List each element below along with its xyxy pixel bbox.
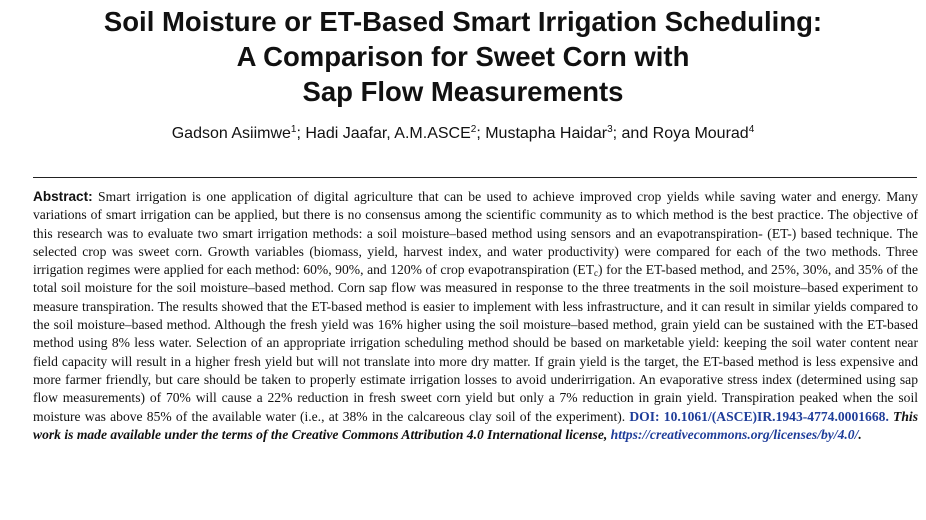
- author-name: Roya Mourad: [652, 125, 749, 142]
- author-name: Hadi Jaafar, A.M.ASCE: [305, 125, 471, 142]
- paper-title: [0, 4, 926, 109]
- doi-label: DOI:: [629, 408, 660, 424]
- author-list: [0, 123, 926, 145]
- license-text: This work is made available under the terms of the Creative Commons Attribution 4.0 International license,: [33, 408, 918, 442]
- abstract-body-part-1: Smart irrigation is one application of digital agriculture that can be used to achieve improved crop yields while saving water and energy. Many variations of smart irrigation can be applied, but there is no consensus among the scientific community as to which method is the best practice. The objective of this research was to evaluate two smart irrigation methods: a soil moisture–based method using sensors and an evapotranspiration- (ET-) based technique. The selected crop was sweet corn. Growth variables (biomass, yield, harvest index, and water productivity) were compared for each of the two methods. Three irrigation regimes were applied for each method: 60%, 90%, and 120% of crop evapotranspiration (ET: [33, 189, 918, 278]
- title-line-3: Sap Flow Measurements: [302, 76, 624, 107]
- author-name: Mustapha Haidar: [485, 125, 608, 142]
- license-link[interactable]: https://creativecommons.org/licenses/by/4.0/: [610, 426, 859, 442]
- title-line-1: Soil Moisture or ET-Based Smart Irrigation Scheduling:: [103, 6, 823, 37]
- abstract-body-part-2: ) for the ET-based method, and 25%, 30%, and 35% of the total soil moisture for the soil moisture–based method. Corn sap flow was measured in response to the three treatments in the soil moisture–based experiment to measure transpiration. The results showed that the ET-based method is easier to implement with less infrastructure, and it can result in similar yields compared to the soil moisture–based method. Although the fresh yield was 16% higher using the soil moisture–based method, grain yield can be sustained with the ET-based method using 8% less water. Selection of an appropriate irrigation scheduling method should be based on marketable yield: keeping the soil water content near field capacity will result in a higher fresh yield but will not translate into more dry matter. If grain yield is the target, the ET-based method is less expensive and more farmer friendly, but care should be taken to properly estimate irrigation losses to avoid underirrigation. An evaporative stress index (determined using sap flow measurements) of 70% will cause a 22% reduction in fresh sweet corn yield but only a 7% reduction in grain yield. Transpiration peaked when the soil moisture was above 85% of the available water (i.e., at 38% in the calcareous clay soil of the experiment).: [33, 262, 918, 424]
- title-line-2: A Comparison for Sweet Corn with: [236, 41, 690, 72]
- author-separator: ;: [296, 125, 306, 142]
- section-divider: [33, 177, 917, 178]
- author-affiliation-marker: 3: [607, 124, 613, 135]
- author-separator: ; and: [612, 125, 653, 142]
- license-end: .: [858, 426, 862, 442]
- author-separator: ;: [476, 125, 486, 142]
- doi-link[interactable]: 10.1061/(ASCE)IR.1943-4774.0001668.: [659, 408, 889, 424]
- abstract-subscript: c: [594, 268, 599, 279]
- author-name: Gadson Asiimwe: [171, 125, 291, 142]
- author-affiliation-marker: 2: [470, 124, 477, 135]
- author-affiliation-marker: 1: [290, 124, 297, 135]
- abstract-label: Abstract:: [33, 189, 93, 204]
- abstract: [33, 188, 918, 444]
- author-affiliation-marker: 4: [748, 124, 755, 135]
